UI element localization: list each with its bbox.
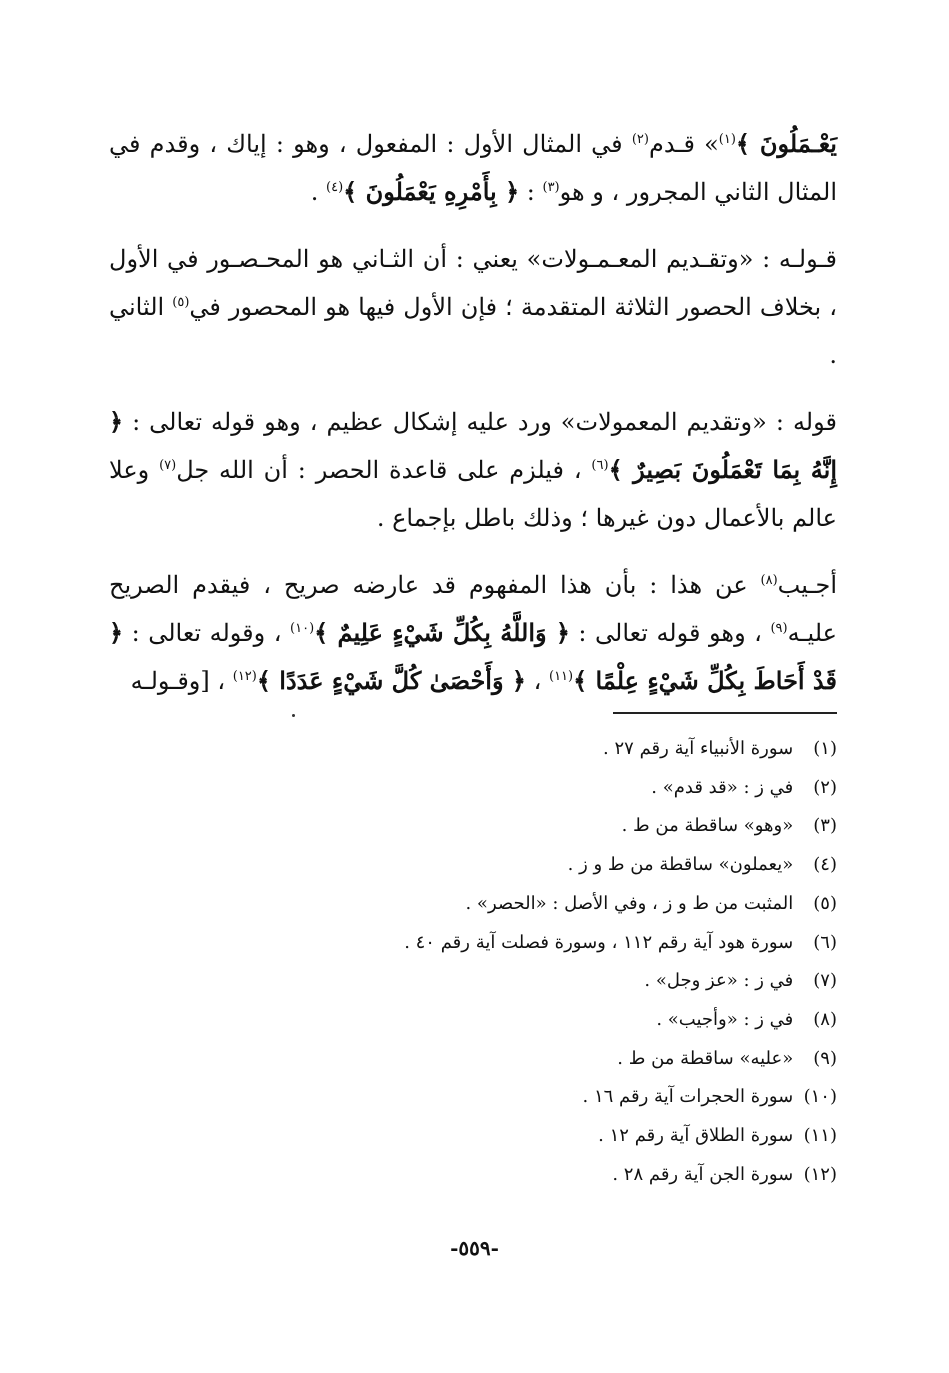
- paragraph-text: الثاني .: [109, 293, 837, 369]
- paragraph-1: [109, 120, 837, 216]
- footnote-item: [237, 807, 837, 846]
- quran-verse: ﴿ قَدْ أَحَاطَ بِكُلِّ شَيْءٍ عِلْمًا ﴾: [109, 618, 837, 695]
- footnote-item: [237, 962, 837, 1001]
- footnote-number: (٣): [813, 815, 837, 837]
- footnote-text: «وهو» ساقطة من ط .: [621, 815, 794, 837]
- quran-verse: ﴿ وَاللَّهُ بِكُلِّ شَيْءٍ عَلِيمٌ ﴾: [314, 618, 570, 647]
- footnote-ref: (٦): [591, 458, 609, 473]
- footnote-number: (٤): [813, 854, 837, 876]
- footnote-number: (١٠): [803, 1086, 837, 1108]
- paragraph-text: :: [519, 178, 543, 206]
- footnote-item: [237, 1117, 837, 1156]
- footnote-text: سورة الجن آية رقم ٢٨ .: [612, 1163, 794, 1185]
- paragraph-text: قـولـه : «وتقـديم المعـمـولات» يعني : أن الثـاني هو المحـصـور في الأول ، بخلاف الحصور الثلاثة المتقدمة ؛ فإن الأول فيها هو المحصور في: [109, 245, 837, 321]
- quran-verse: ﴿ بِأَمْرِهِ يَعْمَلُونَ ﴾: [343, 177, 520, 206]
- footnote-item: [237, 730, 837, 769]
- footnote-number: (٢): [813, 776, 837, 798]
- footnote-item: [237, 846, 837, 885]
- footnote-item: [237, 1156, 837, 1195]
- paragraph-text: » قـدم: [648, 130, 719, 158]
- footnote-number: (١): [813, 738, 837, 759]
- footnote-ref: (٢): [631, 132, 649, 147]
- footnote-ref: (٤): [326, 180, 344, 195]
- footnote-text: في ز : «عز وجل» .: [644, 970, 794, 992]
- footnote-text: «يعملون» ساقطة من ط و ز .: [567, 854, 794, 876]
- footnote-item: [237, 769, 837, 808]
- paragraph-3: [109, 398, 837, 542]
- footnote-text: سورة هود آية رقم ١١٢ ، وسورة فصلت آية رقم ٤٠ .: [404, 931, 794, 953]
- footnote-item: [237, 885, 837, 924]
- footnote-text: في ز : «قد قدم» .: [651, 776, 794, 798]
- paragraph-text: ،: [525, 667, 549, 695]
- footnote-number: (١١): [803, 1125, 837, 1147]
- paragraph-text: ، وهو قوله تعالى :: [569, 619, 771, 647]
- footnote-number: (٦): [813, 931, 837, 953]
- footnote-ref: (٣): [542, 180, 560, 195]
- footnote-text: سورة الأنبياء آية رقم ٢٧ .: [603, 738, 794, 759]
- print-speck: [292, 714, 295, 717]
- footnote-ref: (١): [718, 132, 736, 147]
- footnote-ref: (١١): [548, 669, 574, 684]
- footnote-number: (٧): [813, 970, 837, 992]
- paragraph-text: .: [310, 178, 327, 206]
- footnotes-list: [237, 730, 837, 1194]
- footnote-item: [237, 1001, 837, 1040]
- paragraph-4: [109, 561, 837, 705]
- footnote-ref: (١٠): [290, 621, 315, 636]
- footnote-ref: (٨): [760, 573, 778, 588]
- footnote-text: في ز : «وأجيب» .: [656, 1008, 794, 1030]
- footnote-item: [237, 1040, 837, 1079]
- paragraph-text: أجـيب: [777, 571, 837, 599]
- footnote-number: (٩): [813, 1047, 837, 1069]
- paragraph-2: [109, 235, 837, 379]
- footnote-ref: (٥): [172, 295, 190, 310]
- paragraph-text: ، وقوله تعالى :: [123, 619, 291, 647]
- footnote-text: المثبت من ط و ز ، وفي الأصل : «الحصر» .: [465, 892, 794, 914]
- footnote-item: [237, 1078, 837, 1117]
- footnote-item: [237, 924, 837, 963]
- footnote-ref: (٩): [770, 621, 788, 636]
- paragraph-text: عن هذا : بأن هذا المفهوم قد عارضه صريح ، فيقدم الصريح عليـه: [109, 571, 837, 647]
- footnote-text: سورة الحجرات آية رقم ١٦ .: [582, 1086, 794, 1108]
- footnote-number: (٥): [813, 892, 837, 914]
- main-text: [109, 120, 837, 724]
- paragraph-text: ، فيلزم على قاعدة الحصر : أن الله جل: [176, 456, 592, 484]
- paragraph-text: في المثال الأول : المفعول ، وهو : إياك ، وقدم في المثال الثاني المجرور ، و هو: [109, 130, 837, 206]
- footnote-number: (٨): [813, 1008, 837, 1030]
- quran-verse: ﴿ إِنَّهُ بِمَا تَعْمَلُونَ بَصِيرٌ ﴾: [109, 407, 837, 484]
- paragraph-text: قوله : «وتقديم المعمولات» ورد عليه إشكال عظيم ، وهو قوله تعالى :: [123, 408, 837, 436]
- quran-verse: يَعْـمَلُونَ ﴾: [735, 129, 837, 158]
- footnote-separator: [613, 712, 837, 714]
- footnote-number: (١٢): [803, 1163, 837, 1185]
- footnote-text: «عليه» ساقطة من ط .: [617, 1047, 794, 1069]
- page-number: -٥٥٩-: [450, 1236, 499, 1260]
- footnote-ref: (٧): [159, 458, 177, 473]
- footnote-text: سورة الطلاق آية رقم ١٢ .: [598, 1125, 794, 1147]
- footnote-ref: (١٢): [232, 669, 257, 684]
- quran-verse: ﴿ وَأَحْصَىٰ كُلَّ شَيْءٍ عَدَدًا ﴾: [256, 666, 526, 695]
- paragraph-text: ، [وقـولـه: [130, 667, 233, 695]
- paragraph-text: وعلا عالم بالأعمال دون غيرها ؛ وذلك باطل بإجماع .: [109, 456, 837, 532]
